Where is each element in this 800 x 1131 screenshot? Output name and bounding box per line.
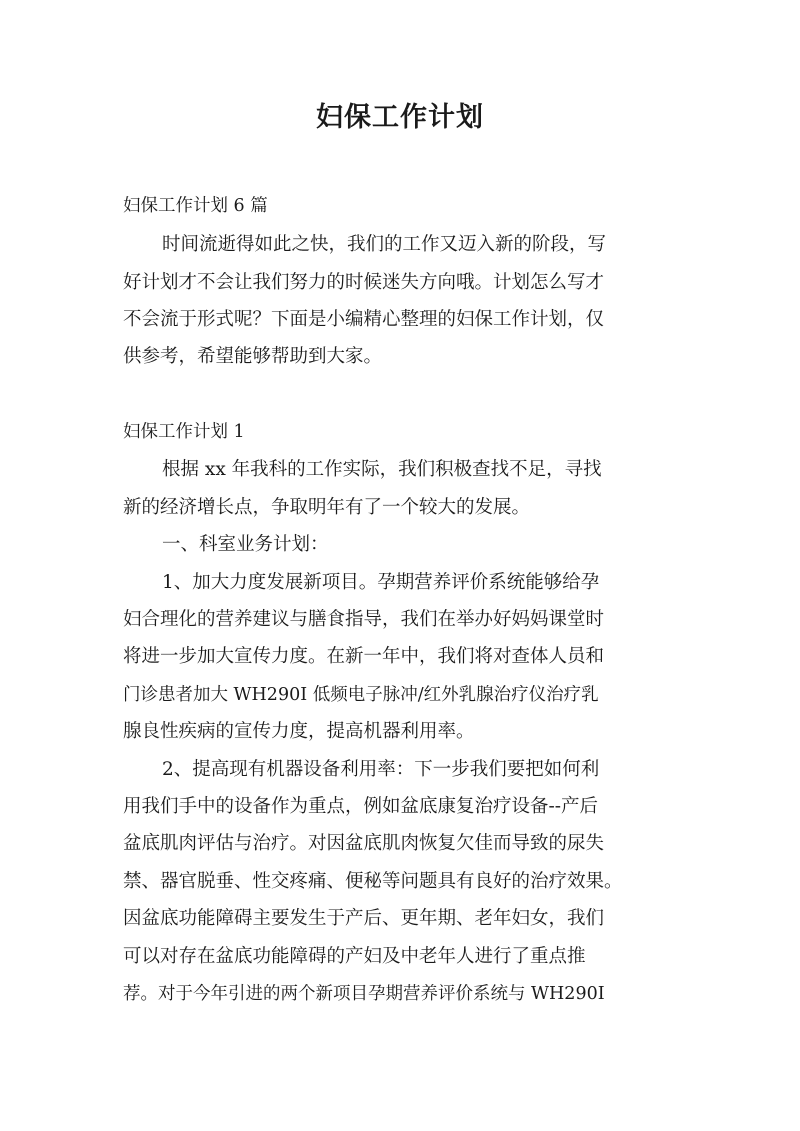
intro-line-1: 时间流逝得如此之快，我们的工作又迈入新的阶段，写: [162, 234, 607, 255]
body-line-4: 1、加大力度发展新项目。孕期营养评价系统能够给孕: [162, 572, 600, 593]
intro-line-3: 不会流于形式呢？下面是小编精心整理的妇保工作计划，仅: [123, 309, 605, 330]
body-line-9: 2、提高现有机器设备利用率：下一步我们要把如何利: [162, 759, 600, 780]
body-line-8: 腺良性疾病的宣传力度，提高机器利用率。: [123, 721, 475, 742]
body-line-11: 盆底肌肉评估与治疗。对因盆底肌肉恢复欠佳而导致的尿失: [123, 833, 605, 854]
document-title: 妇保工作计划: [316, 102, 484, 133]
body-line-2: 新的经济增长点，争取明年有了一个较大的发展。: [123, 497, 531, 518]
body-line-7: 门诊患者加大 WH290I 低频电子脉冲/红外乳腺治疗仪治疗乳: [123, 685, 599, 705]
body-line-15: 荐。对于今年引进的两个新项目孕期营养评价系统与 WH290I: [123, 984, 605, 1004]
body-line-5: 妇合理化的营养建议与膳食指导，我们在举办好妈妈课堂时: [123, 609, 605, 630]
body-line-3: 一、科室业务计划：: [162, 534, 329, 555]
body-line-6: 将进一步加大宣传力度。在新一年中，我们将对查体人员和: [123, 646, 605, 667]
body-line-1: 根据 xx 年我科的工作实际，我们积极查找不足，寻找: [162, 459, 602, 480]
subtitle-line: 妇保工作计划 6 篇: [123, 196, 268, 216]
intro-line-4: 供参考，希望能够帮助到大家。: [123, 346, 383, 367]
body-line-12: 禁、器官脱垂、性交疼痛、便秘等问题具有良好的治疗效果。: [123, 871, 623, 892]
body-line-10: 用我们手中的设备作为重点，例如盆底康复治疗设备--产后: [123, 796, 599, 817]
section-heading-1: 妇保工作计划 1: [123, 422, 245, 442]
intro-line-2: 好计划才不会让我们努力的时候迷失方向哦。计划怎么写才: [123, 272, 605, 293]
body-line-13: 因盆底功能障碍主要发生于产后、更年期、老年妇女，我们: [123, 908, 605, 929]
body-line-14: 可以对存在盆底功能障碍的产妇及中老年人进行了重点推: [123, 946, 586, 967]
